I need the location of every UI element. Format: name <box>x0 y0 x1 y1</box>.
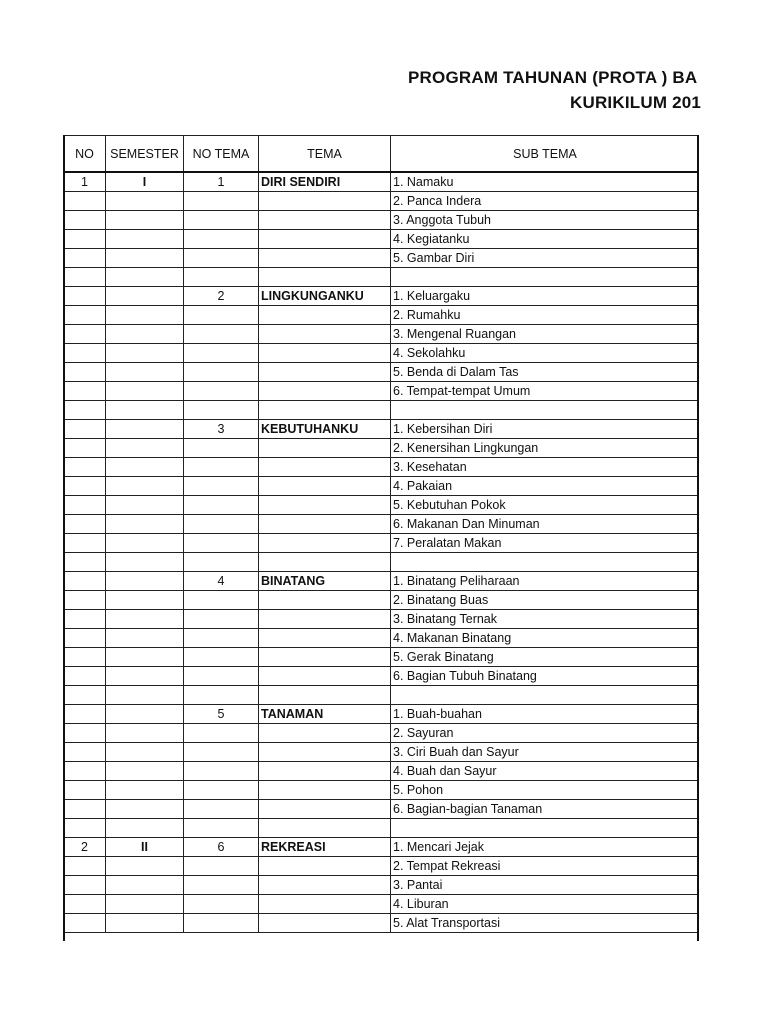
cell-sub-tema: 1. Kebersihan Diri <box>391 420 700 439</box>
cell-semester <box>106 857 184 876</box>
table-row <box>64 420 700 439</box>
header-tema: TEMA <box>259 136 391 173</box>
cell-sub-tema: 5. Alat Transportasi <box>391 914 700 933</box>
table-row <box>64 857 700 876</box>
cell-no <box>64 249 106 268</box>
table-row <box>64 458 700 477</box>
cell-no <box>64 306 106 325</box>
table-row <box>64 553 700 572</box>
cell-no-tema <box>184 667 259 686</box>
cell-tema <box>259 686 391 705</box>
cell-no-tema <box>184 211 259 230</box>
document-title: PROGRAM TAHUNAN (PROTA ) BA <box>408 68 698 87</box>
cell-no-tema: 1 <box>184 172 259 192</box>
cell-semester <box>106 439 184 458</box>
cell-semester <box>106 876 184 895</box>
table-row <box>64 496 700 515</box>
cell-no <box>64 914 106 933</box>
cell-semester <box>106 553 184 572</box>
cell-no <box>64 876 106 895</box>
cell-tema <box>259 325 391 344</box>
cell-sub-tema: 1. Keluargaku <box>391 287 700 306</box>
cell-no-tema <box>184 458 259 477</box>
cell-sub-tema: 2. Kenersihan Lingkungan <box>391 439 700 458</box>
table-row <box>64 838 700 857</box>
table-row <box>64 192 700 211</box>
cell-no <box>64 401 106 420</box>
cell-no <box>64 800 106 819</box>
cell-no <box>64 192 106 211</box>
cell-semester: II <box>106 838 184 857</box>
cell-no-tema <box>184 629 259 648</box>
cell-no-tema: 5 <box>184 705 259 724</box>
cell-sub-tema: 2. Tempat Rekreasi <box>391 857 700 876</box>
table-row <box>64 249 700 268</box>
cell-tema <box>259 401 391 420</box>
cell-sub-tema <box>391 819 700 838</box>
table-row <box>64 895 700 914</box>
table-row <box>64 762 700 781</box>
cell-no-tema <box>184 515 259 534</box>
cell-no <box>64 895 106 914</box>
cell-no <box>64 629 106 648</box>
cell-no-tema <box>184 401 259 420</box>
cell-no-tema <box>184 743 259 762</box>
table-row <box>64 363 700 382</box>
table-row <box>64 477 700 496</box>
table-row <box>64 781 700 800</box>
cell-semester <box>106 344 184 363</box>
header-semester: SEMESTER <box>106 136 184 173</box>
cell-sub-tema <box>391 401 700 420</box>
cell-no-tema <box>184 192 259 211</box>
cell-sub-tema: 6. Makanan Dan Minuman <box>391 515 700 534</box>
cell-sub-tema: 1. Binatang Peliharaan <box>391 572 700 591</box>
table-row <box>64 686 700 705</box>
cell-no-tema <box>184 648 259 667</box>
cell-semester <box>106 629 184 648</box>
cell-no <box>64 686 106 705</box>
table-row <box>64 306 700 325</box>
cell-sub-tema: 2. Rumahku <box>391 306 700 325</box>
table-header-row <box>64 136 700 173</box>
cell-no-tema: 4 <box>184 572 259 591</box>
cell-no <box>64 819 106 838</box>
cell-no <box>64 572 106 591</box>
table-row <box>64 382 700 401</box>
cell-sub-tema: 4. Pakaian <box>391 477 700 496</box>
table-row <box>64 515 700 534</box>
cell-tema <box>259 211 391 230</box>
cell-tema <box>259 629 391 648</box>
table-row <box>64 401 700 420</box>
cell-tema <box>259 819 391 838</box>
cell-no <box>64 325 106 344</box>
cell-no <box>64 268 106 287</box>
header-no-tema: NO TEMA <box>184 136 259 173</box>
cell-no-tema <box>184 724 259 743</box>
cell-tema: DIRI SENDIRI <box>259 172 391 192</box>
cell-sub-tema: 5. Pohon <box>391 781 700 800</box>
prota-table <box>63 135 699 933</box>
table-row <box>64 325 700 344</box>
cell-semester <box>106 268 184 287</box>
table-right-border <box>697 135 699 941</box>
cell-semester <box>106 287 184 306</box>
cell-tema <box>259 268 391 287</box>
cell-sub-tema: 5. Gambar Diri <box>391 249 700 268</box>
cell-semester <box>106 534 184 553</box>
cell-tema <box>259 553 391 572</box>
table-row <box>64 724 700 743</box>
cell-semester <box>106 306 184 325</box>
cell-semester <box>106 914 184 933</box>
table-row <box>64 230 700 249</box>
cell-no <box>64 762 106 781</box>
cell-semester <box>106 477 184 496</box>
cell-sub-tema: 2. Sayuran <box>391 724 700 743</box>
cell-tema <box>259 895 391 914</box>
cell-no <box>64 781 106 800</box>
cell-no-tema <box>184 344 259 363</box>
cell-no-tema: 6 <box>184 838 259 857</box>
table-row <box>64 876 700 895</box>
cell-no-tema <box>184 363 259 382</box>
cell-no-tema <box>184 762 259 781</box>
cell-sub-tema: 3. Pantai <box>391 876 700 895</box>
cell-semester <box>106 192 184 211</box>
cell-sub-tema: 6. Bagian Tubuh Binatang <box>391 667 700 686</box>
cell-semester <box>106 211 184 230</box>
cell-sub-tema: 4. Kegiatanku <box>391 230 700 249</box>
cell-no-tema <box>184 382 259 401</box>
cell-sub-tema: 4. Sekolahku <box>391 344 700 363</box>
cell-tema <box>259 230 391 249</box>
cell-semester <box>106 762 184 781</box>
cell-sub-tema: 1. Mencari Jejak <box>391 838 700 857</box>
cell-sub-tema: 3. Ciri Buah dan Sayur <box>391 743 700 762</box>
cell-no: 1 <box>64 172 106 192</box>
cell-no <box>64 439 106 458</box>
cell-tema <box>259 648 391 667</box>
cell-sub-tema: 3. Mengenal Ruangan <box>391 325 700 344</box>
cell-semester <box>106 819 184 838</box>
document-subtitle: KURIKILUM 201 <box>570 93 702 112</box>
cell-semester <box>106 895 184 914</box>
cell-no-tema <box>184 819 259 838</box>
cell-no-tema <box>184 610 259 629</box>
cell-tema <box>259 249 391 268</box>
cell-sub-tema: 5. Benda di Dalam Tas <box>391 363 700 382</box>
cell-no-tema <box>184 686 259 705</box>
table-row <box>64 268 700 287</box>
cell-tema <box>259 363 391 382</box>
cell-no-tema <box>184 591 259 610</box>
cell-tema <box>259 534 391 553</box>
cell-no <box>64 705 106 724</box>
cell-sub-tema: 5. Kebutuhan Pokok <box>391 496 700 515</box>
cell-semester <box>106 572 184 591</box>
cell-sub-tema: 6. Tempat-tempat Umum <box>391 382 700 401</box>
cell-no-tema <box>184 306 259 325</box>
cell-semester <box>106 648 184 667</box>
cell-tema <box>259 515 391 534</box>
cell-semester <box>106 458 184 477</box>
table-row <box>64 629 700 648</box>
cell-tema <box>259 496 391 515</box>
cell-no <box>64 724 106 743</box>
cell-sub-tema: 3. Anggota Tubuh <box>391 211 700 230</box>
table-row <box>64 819 700 838</box>
cell-semester <box>106 420 184 439</box>
cell-no-tema: 3 <box>184 420 259 439</box>
cell-tema <box>259 610 391 629</box>
cell-sub-tema: 1. Namaku <box>391 172 700 192</box>
cell-sub-tema: 4. Makanan Binatang <box>391 629 700 648</box>
cell-semester <box>106 382 184 401</box>
cell-sub-tema: 1. Buah-buahan <box>391 705 700 724</box>
cell-semester <box>106 515 184 534</box>
cell-semester <box>106 724 184 743</box>
cell-semester <box>106 686 184 705</box>
cell-semester <box>106 496 184 515</box>
cell-no <box>64 363 106 382</box>
table-body <box>64 172 700 933</box>
cell-semester <box>106 743 184 762</box>
cell-no-tema <box>184 534 259 553</box>
cell-no <box>64 743 106 762</box>
cell-semester <box>106 591 184 610</box>
table-row <box>64 211 700 230</box>
cell-tema: BINATANG <box>259 572 391 591</box>
cell-semester <box>106 401 184 420</box>
cell-no <box>64 534 106 553</box>
cell-no <box>64 458 106 477</box>
table-row <box>64 572 700 591</box>
cell-no: 2 <box>64 838 106 857</box>
cell-tema <box>259 192 391 211</box>
cell-no <box>64 211 106 230</box>
cell-semester <box>106 800 184 819</box>
cell-no-tema <box>184 800 259 819</box>
table-row <box>64 439 700 458</box>
cell-no-tema: 2 <box>184 287 259 306</box>
cell-no <box>64 230 106 249</box>
cell-tema <box>259 876 391 895</box>
table-row <box>64 610 700 629</box>
cell-tema: LINGKUNGANKU <box>259 287 391 306</box>
cell-no-tema <box>184 325 259 344</box>
table-row <box>64 743 700 762</box>
cell-sub-tema <box>391 553 700 572</box>
cell-no-tema <box>184 230 259 249</box>
cell-no-tema <box>184 477 259 496</box>
cell-tema <box>259 458 391 477</box>
cell-no-tema <box>184 781 259 800</box>
cell-tema <box>259 762 391 781</box>
cell-semester <box>106 781 184 800</box>
cell-no-tema <box>184 857 259 876</box>
cell-tema <box>259 306 391 325</box>
cell-sub-tema: 6. Bagian-bagian Tanaman <box>391 800 700 819</box>
cell-no <box>64 648 106 667</box>
table-left-border <box>63 135 65 941</box>
cell-tema <box>259 477 391 496</box>
table-row <box>64 287 700 306</box>
cell-tema <box>259 344 391 363</box>
cell-no <box>64 857 106 876</box>
table-row <box>64 534 700 553</box>
cell-semester: I <box>106 172 184 192</box>
table-row <box>64 705 700 724</box>
cell-tema <box>259 800 391 819</box>
table-row <box>64 344 700 363</box>
cell-no-tema <box>184 895 259 914</box>
cell-no <box>64 496 106 515</box>
cell-no <box>64 287 106 306</box>
table-row <box>64 172 700 192</box>
cell-tema <box>259 743 391 762</box>
cell-sub-tema: 3. Binatang Ternak <box>391 610 700 629</box>
table-row <box>64 667 700 686</box>
cell-no <box>64 515 106 534</box>
cell-no <box>64 420 106 439</box>
header-sub-tema: SUB TEMA <box>391 136 700 173</box>
cell-semester <box>106 249 184 268</box>
cell-semester <box>106 667 184 686</box>
cell-tema <box>259 667 391 686</box>
cell-tema: REKREASI <box>259 838 391 857</box>
table-row <box>64 591 700 610</box>
cell-sub-tema: 4. Liburan <box>391 895 700 914</box>
cell-no-tema <box>184 249 259 268</box>
cell-tema: TANAMAN <box>259 705 391 724</box>
table-row <box>64 648 700 667</box>
cell-tema <box>259 439 391 458</box>
cell-sub-tema <box>391 686 700 705</box>
cell-sub-tema: 5. Gerak Binatang <box>391 648 700 667</box>
cell-sub-tema: 3. Kesehatan <box>391 458 700 477</box>
cell-semester <box>106 363 184 382</box>
cell-sub-tema: 7. Peralatan Makan <box>391 534 700 553</box>
cell-tema: KEBUTUHANKU <box>259 420 391 439</box>
cell-tema <box>259 914 391 933</box>
prota-table-container <box>63 135 699 941</box>
cell-no-tema <box>184 876 259 895</box>
table-row <box>64 800 700 819</box>
cell-semester <box>106 705 184 724</box>
cell-sub-tema <box>391 268 700 287</box>
cell-no-tema <box>184 268 259 287</box>
cell-no <box>64 344 106 363</box>
cell-semester <box>106 610 184 629</box>
cell-semester <box>106 325 184 344</box>
cell-tema <box>259 857 391 876</box>
cell-no <box>64 477 106 496</box>
cell-sub-tema: 2. Binatang Buas <box>391 591 700 610</box>
cell-no <box>64 591 106 610</box>
cell-no <box>64 553 106 572</box>
cell-tema <box>259 591 391 610</box>
table-row <box>64 914 700 933</box>
cell-sub-tema: 4. Buah dan Sayur <box>391 762 700 781</box>
cell-no-tema <box>184 914 259 933</box>
cell-no <box>64 610 106 629</box>
cell-tema <box>259 724 391 743</box>
cell-sub-tema: 2. Panca Indera <box>391 192 700 211</box>
cell-no-tema <box>184 439 259 458</box>
cell-no-tema <box>184 496 259 515</box>
cell-no <box>64 382 106 401</box>
header-no: NO <box>64 136 106 173</box>
cell-tema <box>259 781 391 800</box>
cell-no <box>64 667 106 686</box>
cell-no-tema <box>184 553 259 572</box>
cell-tema <box>259 382 391 401</box>
cell-semester <box>106 230 184 249</box>
